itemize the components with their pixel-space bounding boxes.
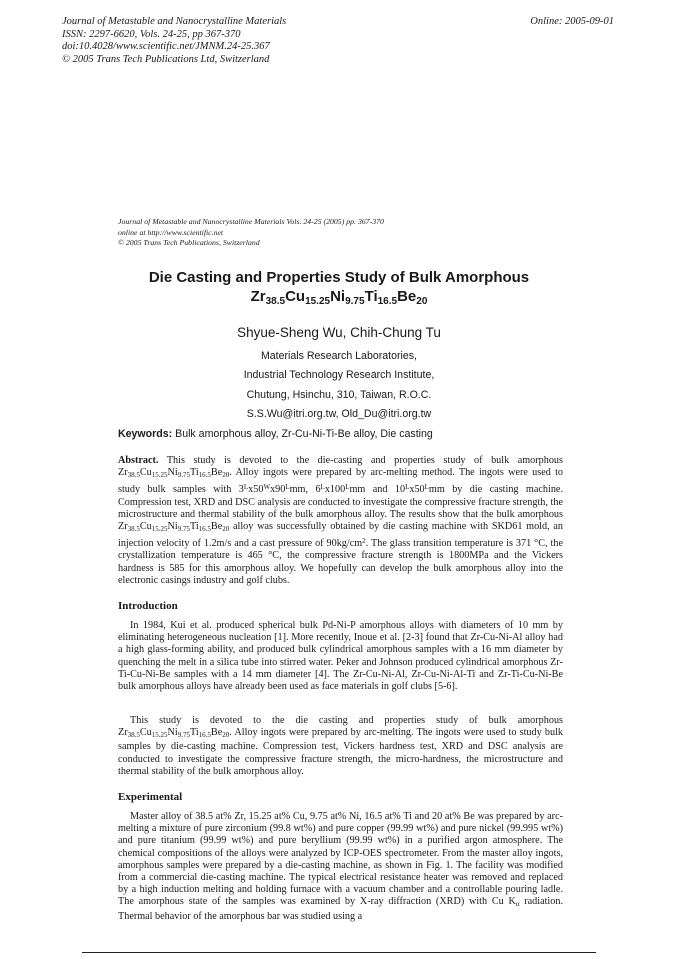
- formula-sub: 20: [416, 296, 428, 307]
- paper-title: [0, 268, 678, 311]
- abstract-text: This study is devoted to the die-casting and properties study of bulk amorphous: [166, 455, 563, 466]
- section-heading-introduction: Introduction: [118, 600, 178, 612]
- alloy-formula: $Zr_{38.5}Cu_{15.25}Ni_{9.75}Ti_{16.5}Be_{20}$: [118, 521, 230, 534]
- abstract-text: alloy was successfully obtained by die casting machine with SKD61 mold, an injection velocity of 1.2m/s and a cast pressure of 90kg/cm: [118, 521, 564, 550]
- online-date: Online: 2005-09-01: [530, 16, 614, 27]
- keywords: [118, 428, 433, 440]
- journal-copyright: © 2005 Trans Tech Publications Ltd, Switzerland: [62, 53, 270, 65]
- journal-doi: doi:10.4028/www.scientific.net/JMNM.24-25.367: [62, 41, 270, 53]
- formula-sub: 38.5: [265, 296, 286, 307]
- formula-el: Ti: [364, 288, 378, 305]
- alloy-formula: $Zr_{38.5}Cu_{15.25}Ni_{9.75}Ti_{16.5}Be_{20}$: [118, 467, 230, 480]
- authors: Shyue-Sheng Wu, Chih-Chung Tu: [237, 325, 441, 340]
- journal-citation-line2: ISSN: 2297-6620, Vols. 24-25, pp 367-370: [62, 28, 241, 40]
- formula-el: Zr: [250, 288, 266, 305]
- journal-citation-line1: Journal of Metastable and Nanocrystalline Materials: [62, 16, 287, 27]
- keywords-label: Keywords:: [118, 428, 173, 440]
- formula-el: Be: [397, 288, 417, 305]
- title-formula: [0, 287, 678, 311]
- intro-paragraph-1: In 1984, Kui et al. produced spherical bulk Pd-Ni-P amorphous alloys with diameters of 10 mm by eliminating heterogeneous nucleation [1]. More recently, Inoue et al. [2-3] found that Zr-Cu-Ni-Al alloy had a high glass-forming ability, and produced bulk cylindrical amorphous samples with a 16 mm diameter by quenching the melt in a silica tube into stirred water. Peker and Johnson produced cylindrical amorphous Zr-Ti-Cu-Ni-Be samples with a 14 mm diameter [4]. The Zr-Cu-Ni-Al, Zr-Cu-Ni-Al-Ti and Zr-Ti-Cu-Ni-Be bulk amorphous alloys have already been used as face materials in golf clubs [5-6].: [118, 620, 563, 693]
- title-line1: Die Casting and Properties Study of Bulk Amorphous: [148, 269, 530, 286]
- abstract-text: mm and 10: [349, 484, 406, 496]
- affiliation: [0, 347, 678, 425]
- inner-header-line3: © 2005 Trans Tech Publications, Switzerland: [118, 238, 260, 248]
- abstract-text: . The glass transition temperature is 371 °C, the crystallization temperature is 465 °C, the compressive fracture strength is 1800MPa and the Vickers hardness is 585 for this amorphous alloy. We hopefully can develop the bulk amorphous alloy into the electronic casings industry and golf clubs.: [118, 538, 563, 586]
- journal-header: [62, 16, 614, 66]
- affiliation-line: Chutung, Hsinchu, 310, Taiwan, R.O.C.: [246, 388, 432, 401]
- bottom-rule: [82, 952, 596, 953]
- abstract-text: mm by die casting machine. Compression test, XRD and DSC analysis are conducted to investigate the compressive fracture strength, the microstructure and thermal stability of the bulk amorphous alloy. The results show that the bulk amorphous: [118, 484, 563, 520]
- inner-header-line2: online at http://www.scientific.net: [118, 227, 224, 237]
- abstract-text: . Alloy ingots were prepared by arc-melting method. The ingots were used to study bulk samples with 3: [118, 467, 563, 496]
- intro-paragraph-2: This study is devoted to the die casting and properties study of bulk amorphous $Zr_{38.5}Cu_{15.25}Ni_{9.75}Ti_{16.5}Be_{20}$. Alloy ingots were prepared by arc-melting. The ingots were used to study bulk samples by die-casting machine. Compression test, Vickers hardness test, XRD and DSC analysis are conducted to investigate the compressive fracture strength, the micro-hardness, the microstructure and thermal stability of the bulk amorphous alloy.: [118, 715, 563, 777]
- experimental-paragraph-1: Master alloy of 38.5 at% Zr, 15.25 at% Cu, 9.75 at% Ni, 16.5 at% Ti and 20 at% Be was prepared by arc-melting a mixture of pure zirconium (99.8 wt%) and pure copper (99.99 wt%) and pure nickel (99.995 wt%) and pure titanium (99.99 wt%) and pure beryllium (99.99 wt%) in a purified argon atmosphere. The chemical compositions of the alloys were analyzed by ICP-OES spectrometer. From the master alloy ingots, amorphous samples were prepared by a die-casting machine, as shown in Fig. 1. The facility was modified from a commercial die-casting machine. The typical electrical resistance heater was removed and replaced by a high induction melting and holding furnace with a vacuum chamber and a controllable pouring ladle. The amorphous state of the samples was examined by X-ray diffraction (XRD) with Cu $K_\alpha$ radiation. Thermal behavior of the amorphous bar was studied using a: [118, 811, 563, 922]
- section-heading-experimental: Experimental: [118, 791, 183, 803]
- formula-sub: 9.75: [345, 296, 365, 307]
- inner-header: [118, 217, 384, 249]
- formula-sub: 16.5: [377, 296, 398, 307]
- affiliation-line: Industrial Technology Research Institute,: [243, 369, 435, 382]
- affiliation-line: Materials Research Laboratories,: [260, 350, 418, 362]
- alloy-formula: $Zr_{38.5}Cu_{15.25}Ni_{9.75}Ti_{16.5}Be_{20}$: [118, 727, 230, 740]
- formula-el: Cu: [285, 288, 306, 305]
- formula-el: Ni: [330, 288, 346, 305]
- formula-sub: 15.25: [305, 296, 331, 307]
- inner-header-line1: Journal of Metastable and Nanocrystalline Materials Vols. 24-25 (2005) pp. 367-370: [118, 217, 384, 226]
- author-emails: S.S.Wu@itri.org.tw, Old_Du@itri.org.tw: [246, 408, 432, 421]
- abstract-label: Abstract.: [118, 455, 159, 466]
- keywords-text: Bulk amorphous alloy, Zr-Cu-Ni-Ti-Be alloy, Die casting: [175, 428, 433, 440]
- abstract: Abstract. This study is devoted to the die-casting and properties study of bulk amorphous $Zr_{38.5}Cu_{15.25}Ni_{9.75}Ti_{16.5}Be_{20}$. Alloy ingots were prepared by arc-melting method. The ingots were used to study bulk samples with $3^Lx50^Wx90^Lmm$, $6^Lx100^Lmm$ and $10^Lx50^Lmm$ by die casting machine. Compression test, XRD and DSC analysis are conducted to investigate the compressive fracture strength, the microstructure and thermal stability of the bulk amorphous alloy. The results show that the bulk amorphous $Zr_{38.5}Cu_{15.25}Ni_{9.75}Ti_{16.5}Be_{20}$ alloy was successfully obtained by die casting machine with SKD61 mold, an injection velocity of 1.2m/s and a cast pressure of $90kg/cm^2$. The glass transition temperature is 371 °C, the crystallization temperature is 465 °C, the compressive fracture strength is 1800MPa and the Vickers hardness is 585 for this amorphous alloy. We hopefully can develop the bulk amorphous alloy into the electronic casings industry and golf clubs.: [118, 455, 564, 586]
